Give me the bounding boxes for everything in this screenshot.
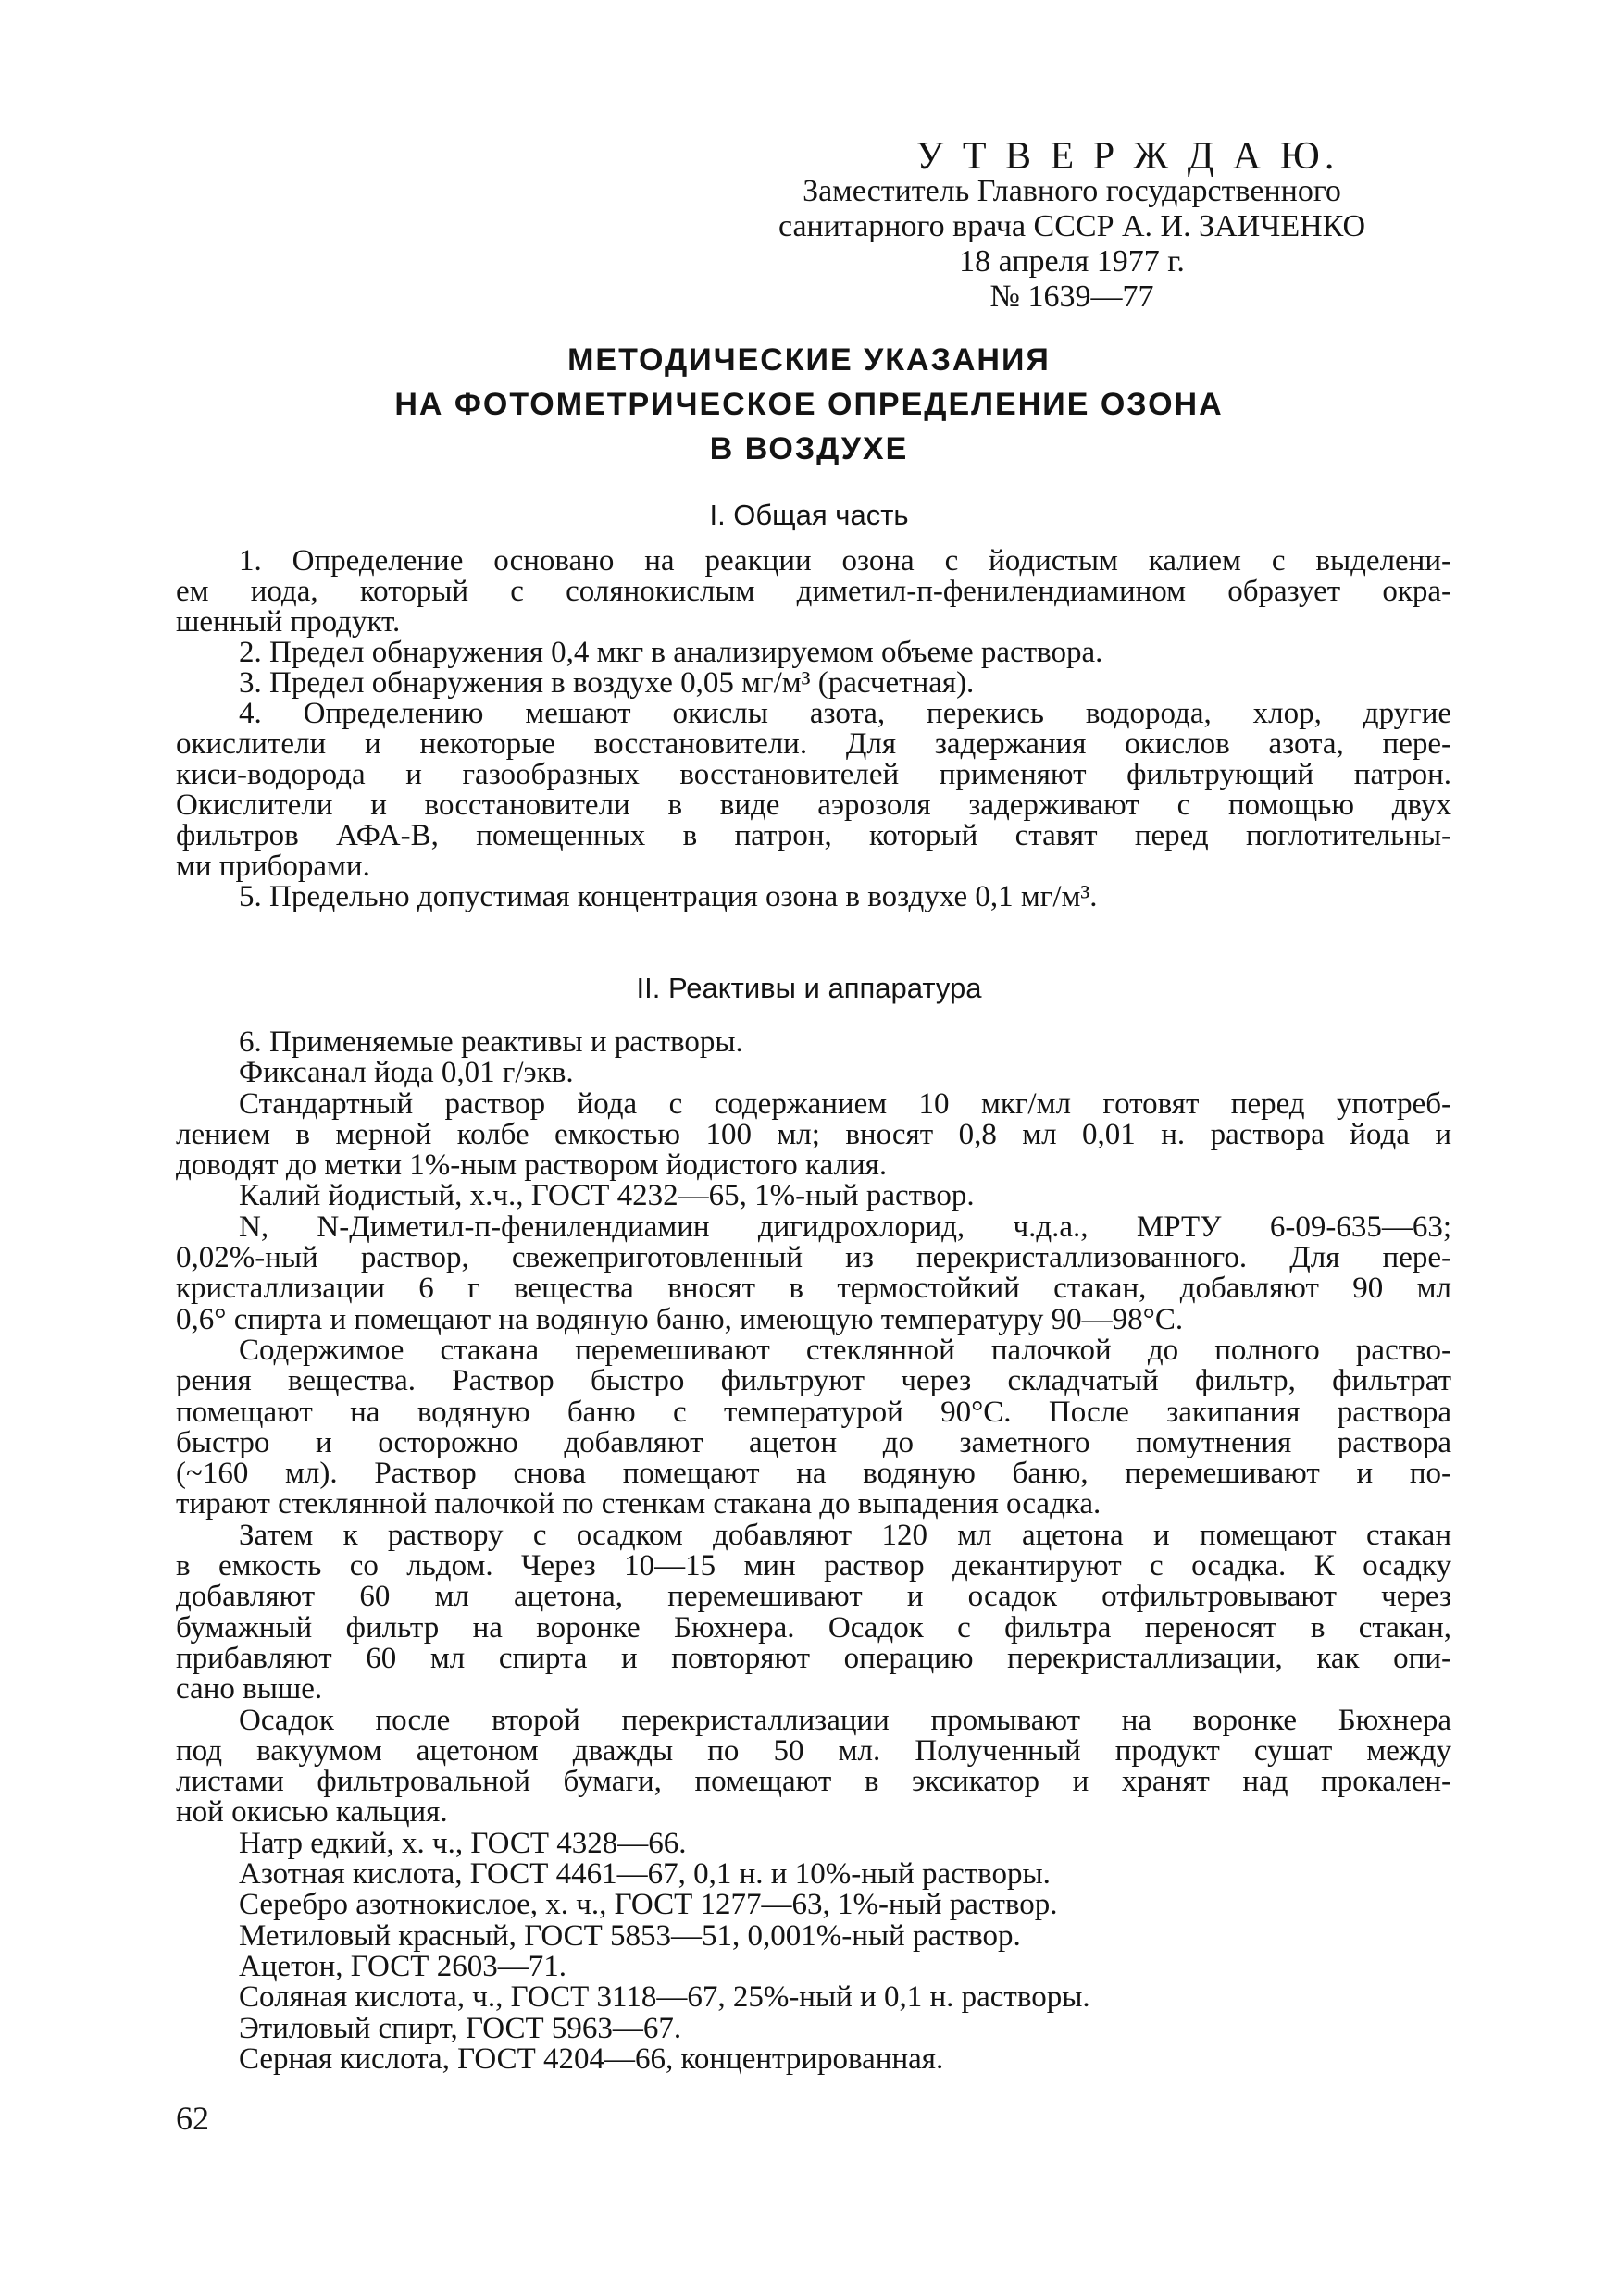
text-line: прибавляют 60 мл спирта и повторяют операцию перекристаллизации, как опи-	[176, 1641, 1451, 1675]
text-line: в емкость со льдом. Через 10—15 мин раствор декантируют с осадка. К осадку	[176, 1549, 1451, 1583]
text-line: Ацетон, ГОСТ 2603—71.	[239, 1949, 566, 1983]
title-line-3: В ВОЗДУХЕ	[709, 431, 909, 466]
title-line-1: МЕТОДИЧЕСКИЕ УКАЗАНИЯ	[567, 342, 1051, 378]
text-line: быстро и осторожно добавляют ацетон до заметного помутнения раствора	[176, 1425, 1451, 1459]
text-line: Окислители и восстановители в виде аэрозоля задерживают с помощью двух	[176, 788, 1451, 822]
text-line: ной окисью кальция.	[176, 1795, 448, 1830]
page-number: 62	[176, 2100, 209, 2137]
text-line: 0,6° спирта и помещают на водяную баню, имеющую температуру 90—98°С.	[176, 1302, 1184, 1336]
text-line: бумажный фильтр на воронке Бюхнера. Осадок с фильтра переносят в стакан,	[176, 1610, 1451, 1644]
text-line: Стандартный раствор йода с содержанием 10 мкг/мл готовят перед употреб-	[239, 1086, 1451, 1121]
text-line: ем иода, который с солянокислым диметил-п-фенилендиамином образует окра-	[176, 575, 1451, 608]
approval-block	[702, 135, 1442, 315]
text-line: фильтров АФА-В, помещенных в патрон, который ставят перед поглотительны-	[176, 819, 1451, 852]
text-line: под вакуумом ацетоном дважды по 50 мл. Полученный продукт сушат между	[176, 1733, 1451, 1768]
section-general-body	[176, 546, 1451, 912]
section-heading-reagents: II. Реактивы и аппаратура	[636, 972, 982, 1004]
text-line: помещают на водяную баню с температурой 90°С. После закипания раствора	[176, 1395, 1451, 1429]
text-line: ми приборами.	[176, 850, 370, 883]
text-line: 0,02%-ный раствор, свежеприготовленный из перекристаллизованного. Для пере-	[176, 1241, 1451, 1275]
text-line: (~160 мл). Раствор снова помещают на водяную баню, перемешивают и по-	[176, 1457, 1451, 1491]
section-heading-general: I. Общая часть	[709, 499, 909, 531]
text-line: Метиловый красный, ГОСТ 5853—51, 0,001%-ный раствор.	[239, 1918, 1021, 1953]
text-line: листами фильтровальной бумаги, помещают в эксикатор и хранят над прокален-	[176, 1765, 1451, 1799]
text-line: 5. Предельно допустимая концентрация озона в воздухе 0,1 мг/м³.	[239, 880, 1098, 913]
text-line: добавляют 60 мл ацетона, перемешивают и осадок отфильтровывают через	[176, 1580, 1451, 1614]
text-line: тирают стеклянной палочкой по стенкам стакана до выпадения осадка.	[176, 1487, 1101, 1521]
text-line: Осадок после второй перекристаллизации промывают на воронке Бюхнера	[239, 1703, 1451, 1737]
text-line: 1. Определение основано на реакции озона с йодистым калием с выделени-	[239, 544, 1451, 577]
text-line: Содержимое стакана перемешивают стеклянной палочкой до полного раство-	[239, 1333, 1451, 1367]
text-line: Затем к раствору с осадком добавляют 120 мл ацетона и помещают стакан	[239, 1518, 1451, 1552]
approval-position-line2: санитарного врача СССР А. И. ЗАИЧЕНКО	[778, 209, 1366, 243]
text-line: сано выше.	[176, 1672, 323, 1706]
text-line: лением в мерной колбе емкостью 100 мл; вносят 0,8 мл 0,01 н. раствора йода и	[176, 1117, 1451, 1151]
text-line: Серная кислота, ГОСТ 4204—66, концентрированная.	[239, 2042, 944, 2076]
text-line: Этиловый спирт, ГОСТ 5963—67.	[239, 2011, 682, 2045]
text-line: Соляная кислота, ч., ГОСТ 3118—67, 25%-ный и 0,1 н. растворы.	[239, 1980, 1090, 2015]
text-line: 4. Определению мешают окислы азота, перекись водорода, хлор, другие	[239, 697, 1451, 730]
document-title	[0, 338, 1618, 471]
approval-date: 18 апреля 1977 г.	[959, 244, 1185, 279]
text-line: 3. Предел обнаружения в воздухе 0,05 мг/м³ (расчетная).	[239, 666, 975, 700]
text-line: кристаллизации 6 г вещества вносят в термостойкий стакан, добавляют 90 мл	[176, 1272, 1451, 1306]
text-line: Натр едкий, х. ч., ГОСТ 4328—66.	[239, 1826, 687, 1860]
text-line: киси-водорода и газообразных восстановителей применяют фильтрующий патрон.	[176, 758, 1451, 791]
text-line: рения вещества. Раствор быстро фильтруют через складчатый фильтр, фильтрат	[176, 1364, 1451, 1398]
approval-position-line1: Заместитель Главного государственного	[803, 174, 1341, 208]
text-line: Калий йодистый, х.ч., ГОСТ 4232—65, 1%-ный раствор.	[239, 1179, 975, 1213]
title-line-2: НА ФОТОМЕТРИЧЕСКОЕ ОПРЕДЕЛЕНИЕ ОЗОНА	[394, 387, 1224, 422]
text-line: 6. Применяемые реактивы и растворы.	[239, 1025, 743, 1059]
approval-number: № 1639—77	[989, 279, 1154, 314]
text-line: Фиксанал йода 0,01 г/экв.	[239, 1056, 574, 1090]
text-line: окислители и некоторые восстановители. Для задержания окислов азота, пере-	[176, 727, 1451, 761]
text-line: N, N-Диметил-п-фенилендиамин дигидрохлорид, ч.д.а., МРТУ 6-09-635—63;	[239, 1210, 1451, 1244]
section-reagents-body	[176, 1027, 1451, 2075]
text-line: 2. Предел обнаружения 0,4 мкг в анализируемом объеме раствора.	[239, 636, 1103, 669]
text-line: Азотная кислота, ГОСТ 4461—67, 0,1 н. и 10%-ный растворы.	[239, 1857, 1051, 1892]
approval-heading: У Т В Е Р Ж Д А Ю.	[915, 135, 1339, 178]
text-line: Серебро азотнокислое, х. ч., ГОСТ 1277—63, 1%-ный раствор.	[239, 1888, 1058, 1922]
text-line: шенный продукт.	[176, 605, 401, 639]
text-line: доводят до метки 1%-ным раствором йодистого калия.	[176, 1148, 888, 1183]
